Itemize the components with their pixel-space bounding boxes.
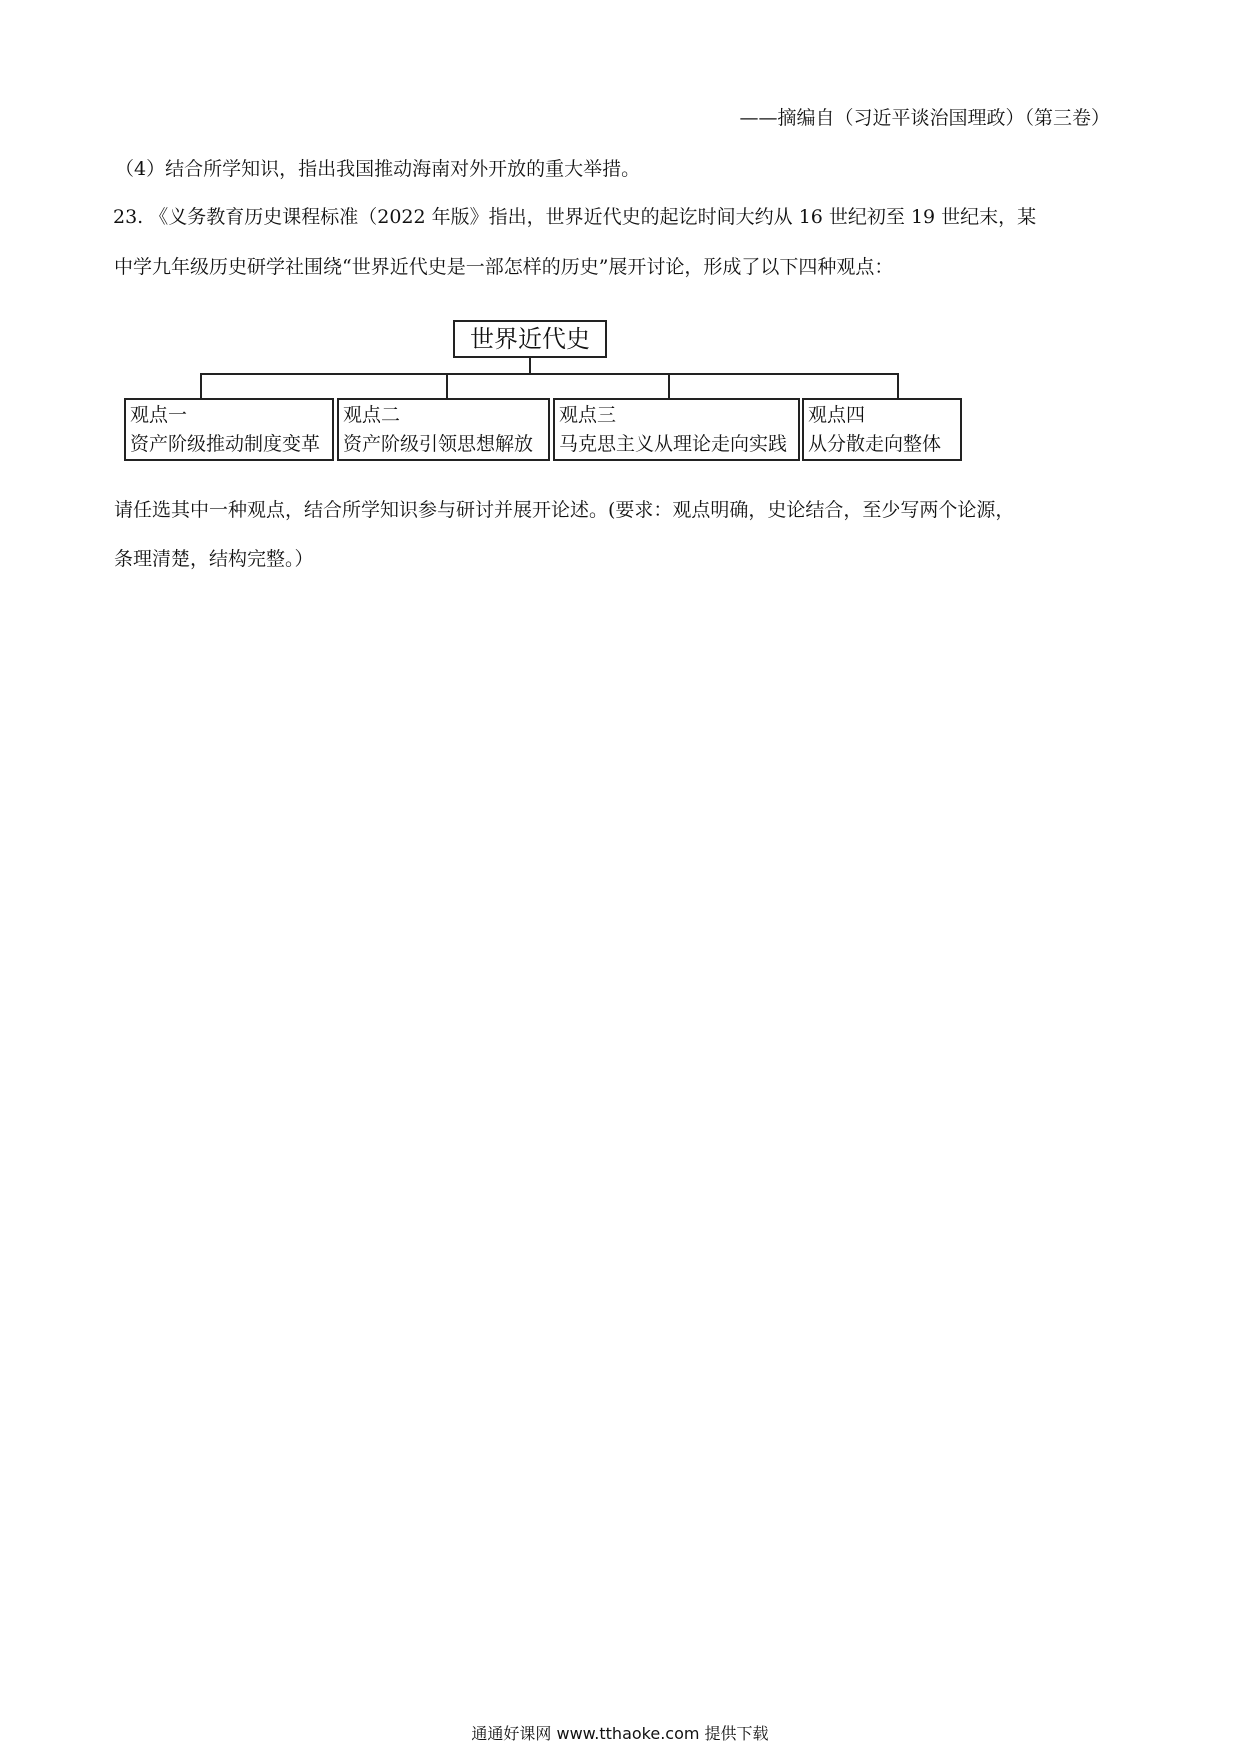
viewpoint-1-title: 观点一 [130,404,188,426]
viewpoint-box-1 [124,398,334,461]
question-23-line-1: 23. 《义务教育历史课程标准（2022 年版》指出，世界近代史的起讫时间大约从 16 世纪初至 19 世纪末，某 [113,206,1037,228]
question-23-line-2: 中学九年级历史研学社围绕“世界近代史是一部怎样的历史”展开讨论，形成了以下四种观点： [114,256,894,278]
task-instruction-line-2: 条理清楚，结构完整。） [114,548,314,570]
source-citation: ——摘编自（习近平谈治国理政）（第三卷） [739,107,1110,129]
question-4: （4）结合所学知识，指出我国推动海南对外开放的重大举措。 [115,158,641,180]
viewpoint-1-text: 资产阶级推动制度变革 [130,433,321,455]
viewpoint-box-2 [337,398,550,461]
diagram-root-box: 世界近代史 [453,320,607,358]
viewpoint-4-title: 观点四 [808,404,866,426]
connector-view-3 [668,373,670,398]
viewpoint-2-text: 资产阶级引领思想解放 [343,433,534,455]
viewpoint-3-title: 观点三 [559,404,617,426]
connector-view-4 [897,373,899,398]
viewpoint-box-3 [553,398,800,461]
viewpoint-box-4 [802,398,962,461]
viewpoint-3-text: 马克思主义从理论走向实践 [559,433,788,455]
connector-horizontal [200,373,899,375]
viewpoint-4-text: 从分散走向整体 [808,433,942,455]
footer-watermark: 通通好课网 www.tthaoke.com 提供下载 [471,1724,769,1743]
viewpoint-diagram [0,0,1240,480]
connector-root-stem [529,358,531,374]
connector-view-2 [446,373,448,398]
viewpoint-2-title: 观点二 [343,404,401,426]
task-instruction-line-1: 请任选其中一种观点，结合所学知识参与研讨并展开论述。(要求：观点明确，史论结合，至少写两个论源， [114,499,1015,521]
connector-view-1 [200,373,202,398]
